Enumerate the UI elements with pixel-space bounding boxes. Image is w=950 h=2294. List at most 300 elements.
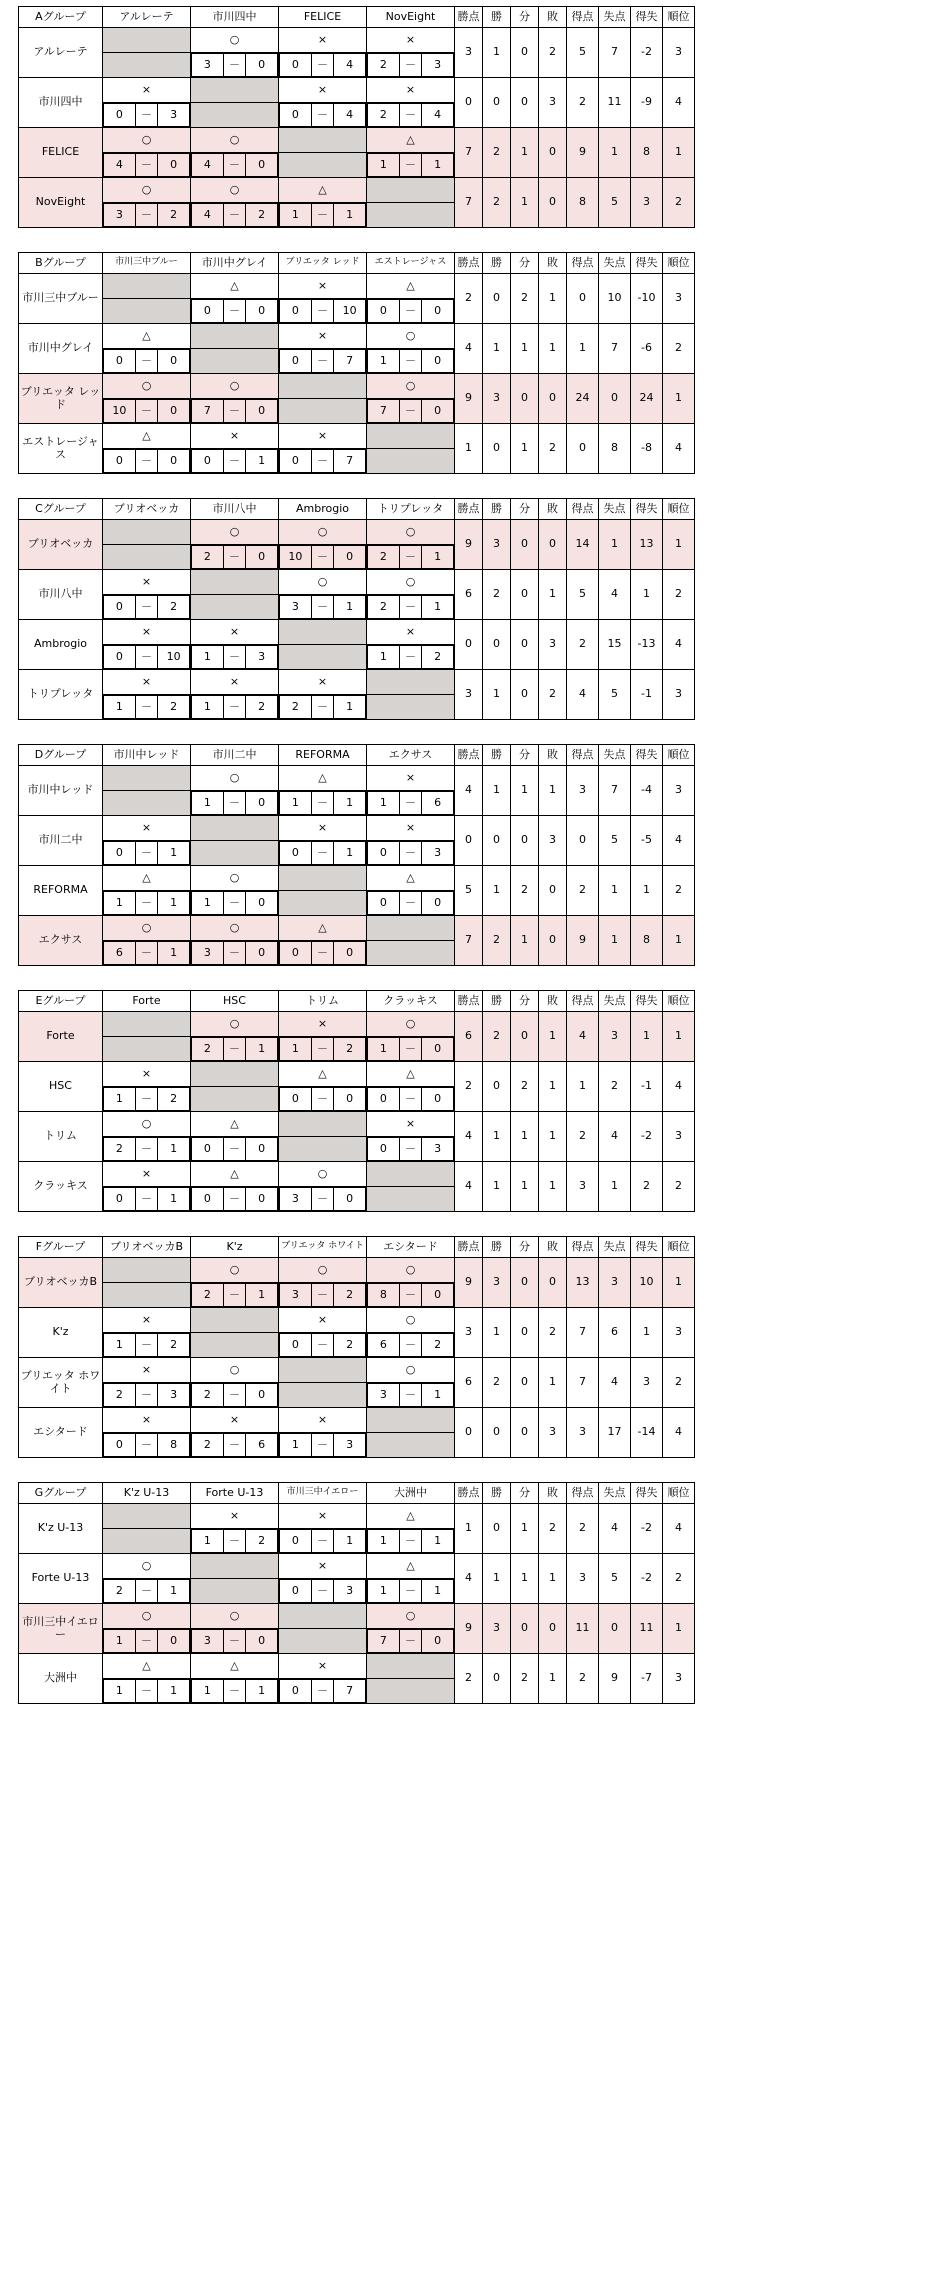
stat-value: 0 — [599, 374, 631, 424]
score-for: 1 — [192, 892, 224, 915]
match-result: ○ — [367, 520, 455, 545]
stat-value: 1 — [483, 766, 511, 816]
column-header-stat: 分 — [511, 499, 539, 520]
score-for: 2 — [368, 104, 400, 127]
stat-value: 7 — [599, 324, 631, 374]
match-result: × — [279, 1408, 367, 1433]
match-score — [103, 645, 191, 670]
stat-value: 2 — [663, 324, 695, 374]
standings-table — [18, 1482, 695, 1704]
score-dash: － — [223, 450, 246, 473]
column-header-team: Forte U-13 — [191, 1483, 279, 1504]
column-header-stat: 勝 — [483, 7, 511, 28]
match-result: △ — [103, 866, 191, 891]
stat-value: 8 — [631, 916, 663, 966]
match-score — [103, 1679, 191, 1704]
match-score — [103, 103, 191, 128]
match-result: ○ — [191, 1012, 279, 1037]
match-score — [367, 841, 455, 866]
score-dash: － — [311, 1284, 334, 1307]
column-header-stat: 敗 — [539, 1237, 567, 1258]
match-score — [367, 349, 455, 374]
stat-value: 1 — [511, 424, 539, 474]
stat-value: 1 — [539, 1554, 567, 1604]
score-for: 1 — [280, 1038, 312, 1061]
group-block — [18, 1482, 950, 1704]
score-against: 6 — [246, 1434, 278, 1457]
score-dash: － — [311, 104, 334, 127]
column-header-stat: 得失 — [631, 253, 663, 274]
match-score — [191, 1283, 279, 1308]
self-cell — [103, 791, 191, 816]
match-result: × — [367, 816, 455, 841]
score-dash: － — [311, 1334, 334, 1357]
match-result: △ — [103, 324, 191, 349]
row-team-name: Forte — [19, 1012, 103, 1062]
stat-value: 1 — [511, 1554, 539, 1604]
group-label: Bグループ — [19, 253, 103, 274]
stat-value: 9 — [567, 128, 599, 178]
score-against: 0 — [422, 400, 454, 423]
match-result: ○ — [191, 1358, 279, 1383]
stat-value: 13 — [631, 520, 663, 570]
score-for: 0 — [368, 1138, 400, 1161]
match-score — [191, 1529, 279, 1554]
stat-value: 2 — [483, 178, 511, 228]
match-score — [103, 695, 191, 720]
match-result: ○ — [367, 324, 455, 349]
score-for: 0 — [192, 1188, 224, 1211]
stat-value: 1 — [539, 1112, 567, 1162]
match-score — [191, 645, 279, 670]
match-result: ○ — [103, 128, 191, 153]
column-header-team: ブリオベッカ — [103, 499, 191, 520]
stat-value: 3 — [539, 620, 567, 670]
score-against: 0 — [246, 400, 278, 423]
score-against: 10 — [158, 646, 190, 669]
score-against: 4 — [422, 104, 454, 127]
column-header-stat: 得失 — [631, 7, 663, 28]
score-dash: － — [311, 1680, 334, 1703]
score-dash: － — [223, 204, 246, 227]
score-against: 2 — [246, 696, 278, 719]
stat-value: -5 — [631, 816, 663, 866]
stat-value: 0 — [483, 620, 511, 670]
stat-value: 14 — [567, 520, 599, 570]
score-for: 0 — [104, 1188, 136, 1211]
match-score — [279, 1087, 367, 1112]
score-for: 1 — [368, 1580, 400, 1603]
score-against: 3 — [422, 54, 454, 77]
match-score — [191, 299, 279, 324]
stat-value: 1 — [663, 1604, 695, 1654]
score-for: 0 — [280, 300, 312, 323]
column-header-stat: 勝点 — [455, 745, 483, 766]
stat-value: 2 — [539, 670, 567, 720]
score-for: 0 — [368, 1088, 400, 1111]
stat-value: 0 — [511, 1258, 539, 1308]
stat-value: 7 — [455, 178, 483, 228]
stat-value: 9 — [599, 1654, 631, 1704]
column-header-team: エシタード — [367, 1237, 455, 1258]
column-header-stat: 分 — [511, 991, 539, 1012]
row-team-name: クラッキス — [19, 1162, 103, 1212]
row-team-name: FELICE — [19, 128, 103, 178]
stat-value: 5 — [567, 570, 599, 620]
match-score — [191, 449, 279, 474]
column-header-stat: 得失 — [631, 1237, 663, 1258]
table-row — [19, 374, 695, 399]
match-result: ○ — [191, 520, 279, 545]
match-score — [279, 53, 367, 78]
stat-value: 1 — [599, 866, 631, 916]
table-row — [19, 670, 695, 695]
score-for: 1 — [104, 1088, 136, 1111]
match-result: × — [103, 1062, 191, 1087]
column-header-team: トリプレッタ — [367, 499, 455, 520]
self-cell — [103, 28, 191, 53]
match-score — [103, 1383, 191, 1408]
self-cell — [367, 1187, 455, 1212]
self-cell — [279, 399, 367, 424]
stat-value: 2 — [455, 1062, 483, 1112]
stat-value: 5 — [599, 1554, 631, 1604]
score-for: 0 — [104, 350, 136, 373]
score-dash: － — [135, 942, 158, 965]
score-dash: － — [399, 842, 422, 865]
match-result: ○ — [103, 178, 191, 203]
score-for: 2 — [368, 54, 400, 77]
score-against: 2 — [246, 1530, 278, 1553]
score-dash: － — [223, 154, 246, 177]
match-result: × — [279, 274, 367, 299]
column-header-stat: 順位 — [663, 991, 695, 1012]
score-for: 1 — [104, 892, 136, 915]
self-cell — [103, 545, 191, 570]
stat-value: 0 — [511, 570, 539, 620]
score-for: 1 — [192, 1680, 224, 1703]
column-header-stat: 勝点 — [455, 7, 483, 28]
self-cell — [103, 1012, 191, 1037]
row-team-name: エシタード — [19, 1408, 103, 1458]
stat-value: 0 — [511, 620, 539, 670]
match-score — [367, 1137, 455, 1162]
score-against: 0 — [246, 892, 278, 915]
match-result: △ — [367, 274, 455, 299]
stat-value: 4 — [567, 1012, 599, 1062]
score-dash: － — [311, 350, 334, 373]
score-for: 4 — [104, 154, 136, 177]
column-header-stat: 失点 — [599, 1237, 631, 1258]
stat-value: 2 — [663, 1162, 695, 1212]
score-against: 1 — [246, 1284, 278, 1307]
match-score — [367, 1629, 455, 1654]
stat-value: 4 — [663, 1504, 695, 1554]
score-for: 1 — [192, 792, 224, 815]
stat-value: 2 — [567, 620, 599, 670]
score-dash: － — [135, 596, 158, 619]
match-score — [279, 1579, 367, 1604]
row-team-name: K'z U-13 — [19, 1504, 103, 1554]
score-dash: － — [399, 154, 422, 177]
score-for: 0 — [192, 450, 224, 473]
column-header-stat: 得失 — [631, 991, 663, 1012]
self-cell — [279, 374, 367, 399]
stat-value: 3 — [567, 1162, 599, 1212]
match-score — [191, 399, 279, 424]
match-score — [279, 1283, 367, 1308]
score-dash: － — [135, 450, 158, 473]
match-score — [367, 891, 455, 916]
score-dash: － — [311, 450, 334, 473]
stat-value: 4 — [455, 1554, 483, 1604]
score-against: 0 — [246, 942, 278, 965]
score-for: 0 — [280, 842, 312, 865]
stat-value: 1 — [539, 570, 567, 620]
score-for: 7 — [368, 1630, 400, 1653]
stat-value: -2 — [631, 1112, 663, 1162]
score-dash: － — [223, 1530, 246, 1553]
match-result: ○ — [367, 374, 455, 399]
stat-value: 1 — [567, 1062, 599, 1112]
table-row — [19, 1258, 695, 1283]
score-against: 1 — [246, 1038, 278, 1061]
score-dash: － — [223, 1384, 246, 1407]
score-against: 2 — [334, 1334, 366, 1357]
stat-value: 5 — [599, 178, 631, 228]
stat-value: 0 — [511, 816, 539, 866]
row-team-name: エストレージャス — [19, 424, 103, 474]
column-header-stat: 分 — [511, 1483, 539, 1504]
match-score — [279, 1529, 367, 1554]
self-cell — [191, 1087, 279, 1112]
table-row — [19, 128, 695, 153]
stat-value: 8 — [631, 128, 663, 178]
score-dash: － — [399, 646, 422, 669]
match-result: ○ — [191, 916, 279, 941]
column-header-stat: 敗 — [539, 745, 567, 766]
self-cell — [367, 424, 455, 449]
table-row — [19, 816, 695, 841]
stat-value: 3 — [539, 78, 567, 128]
score-against: 1 — [334, 1530, 366, 1553]
score-dash: － — [135, 204, 158, 227]
stat-value: 5 — [455, 866, 483, 916]
match-result: △ — [367, 1504, 455, 1529]
stat-value: 2 — [599, 1062, 631, 1112]
stat-value: 1 — [599, 916, 631, 966]
stat-value: 1 — [663, 1012, 695, 1062]
stat-value: 7 — [567, 1358, 599, 1408]
score-against: 0 — [334, 1188, 366, 1211]
stat-value: 7 — [567, 1308, 599, 1358]
match-result: × — [279, 816, 367, 841]
stat-value: 0 — [511, 1012, 539, 1062]
match-result: × — [191, 424, 279, 449]
match-result: ○ — [191, 28, 279, 53]
stat-value: 3 — [483, 1604, 511, 1654]
match-score — [103, 595, 191, 620]
score-for: 2 — [192, 546, 224, 569]
score-for: 0 — [104, 596, 136, 619]
score-dash: － — [135, 1334, 158, 1357]
score-dash: － — [223, 300, 246, 323]
score-for: 0 — [280, 942, 312, 965]
table-row — [19, 520, 695, 545]
column-header-stat: 順位 — [663, 1237, 695, 1258]
match-result: × — [103, 1308, 191, 1333]
match-score — [367, 53, 455, 78]
self-cell — [279, 620, 367, 645]
row-team-name: REFORMA — [19, 866, 103, 916]
stat-value: 1 — [483, 866, 511, 916]
match-score — [367, 595, 455, 620]
score-against: 2 — [246, 204, 278, 227]
match-result: × — [103, 1358, 191, 1383]
stat-value: 1 — [539, 274, 567, 324]
table-header-row — [19, 1483, 695, 1504]
score-against: 1 — [158, 1188, 190, 1211]
table-row — [19, 78, 695, 103]
stat-value: 1 — [567, 324, 599, 374]
score-against: 0 — [422, 892, 454, 915]
self-cell — [191, 841, 279, 866]
match-result: × — [279, 28, 367, 53]
group-label: Aグループ — [19, 7, 103, 28]
score-for: 3 — [368, 1384, 400, 1407]
score-against: 3 — [246, 646, 278, 669]
match-result: × — [279, 1308, 367, 1333]
stat-value: 3 — [663, 28, 695, 78]
score-against: 2 — [158, 1088, 190, 1111]
match-score — [367, 1283, 455, 1308]
stat-value: 1 — [511, 324, 539, 374]
score-against: 1 — [158, 892, 190, 915]
score-against: 0 — [246, 154, 278, 177]
stat-value: 9 — [567, 916, 599, 966]
match-result: △ — [191, 1654, 279, 1679]
stat-value: 1 — [511, 916, 539, 966]
score-for: 0 — [280, 1334, 312, 1357]
match-score — [191, 53, 279, 78]
match-score — [279, 1037, 367, 1062]
score-dash: － — [135, 1434, 158, 1457]
stat-value: 7 — [599, 28, 631, 78]
match-score — [191, 545, 279, 570]
stat-value: 0 — [539, 1258, 567, 1308]
stat-value: 7 — [599, 766, 631, 816]
score-for: 1 — [368, 792, 400, 815]
match-result: ○ — [191, 866, 279, 891]
score-against: 7 — [334, 350, 366, 373]
column-header-stat: 得失 — [631, 1483, 663, 1504]
stat-value: 1 — [663, 128, 695, 178]
score-against: 0 — [158, 400, 190, 423]
column-header-stat: 順位 — [663, 1483, 695, 1504]
stat-value: 1 — [483, 670, 511, 720]
stat-value: 2 — [483, 916, 511, 966]
column-header-stat: 分 — [511, 7, 539, 28]
self-cell — [191, 349, 279, 374]
score-against: 1 — [422, 1530, 454, 1553]
score-against: 1 — [158, 842, 190, 865]
match-result: × — [103, 670, 191, 695]
stat-value: 3 — [455, 670, 483, 720]
column-header-team: ブリエッタ レッド — [279, 253, 367, 274]
column-header-stat: 分 — [511, 745, 539, 766]
stat-value: 3 — [663, 1308, 695, 1358]
row-team-name: エクサス — [19, 916, 103, 966]
stat-value: 0 — [539, 916, 567, 966]
column-header-stat: 得点 — [567, 1483, 599, 1504]
self-cell — [191, 816, 279, 841]
score-dash: － — [399, 1530, 422, 1553]
score-against: 0 — [158, 1630, 190, 1653]
match-result: ○ — [279, 1258, 367, 1283]
self-cell — [279, 1358, 367, 1383]
match-result: × — [279, 1554, 367, 1579]
table-row — [19, 424, 695, 449]
score-against: 1 — [422, 1580, 454, 1603]
score-for: 0 — [104, 450, 136, 473]
stat-value: 1 — [511, 766, 539, 816]
column-header-team: クラッキス — [367, 991, 455, 1012]
column-header-team: エクサス — [367, 745, 455, 766]
match-score — [279, 941, 367, 966]
self-cell — [103, 766, 191, 791]
match-result: × — [367, 1112, 455, 1137]
stat-value: 2 — [567, 1504, 599, 1554]
table-row — [19, 1554, 695, 1579]
column-header-team: 市川八中 — [191, 499, 279, 520]
stat-value: 4 — [663, 78, 695, 128]
self-cell — [367, 178, 455, 203]
stat-value: 0 — [539, 520, 567, 570]
match-score — [367, 1087, 455, 1112]
stat-value: 0 — [511, 520, 539, 570]
column-header-stat: 勝 — [483, 253, 511, 274]
table-row — [19, 274, 695, 299]
match-result: △ — [367, 128, 455, 153]
match-result: × — [103, 620, 191, 645]
stat-value: 0 — [511, 374, 539, 424]
stat-value: 11 — [567, 1604, 599, 1654]
score-for: 2 — [280, 696, 312, 719]
score-against: 3 — [422, 1138, 454, 1161]
self-cell — [191, 570, 279, 595]
stat-value: 1 — [511, 178, 539, 228]
standings-table — [18, 990, 695, 1212]
stat-value: 0 — [511, 1604, 539, 1654]
match-result: × — [279, 670, 367, 695]
stat-value: 1 — [663, 916, 695, 966]
score-for: 3 — [192, 942, 224, 965]
row-team-name: 市川二中 — [19, 816, 103, 866]
stat-value: 0 — [539, 374, 567, 424]
self-cell — [191, 1579, 279, 1604]
row-team-name: K'z — [19, 1308, 103, 1358]
stat-value: 0 — [539, 178, 567, 228]
score-for: 1 — [368, 646, 400, 669]
stat-value: 6 — [455, 1358, 483, 1408]
stat-value: 0 — [483, 816, 511, 866]
score-for: 3 — [192, 54, 224, 77]
stat-value: 3 — [567, 766, 599, 816]
stat-value: -4 — [631, 766, 663, 816]
score-against: 8 — [158, 1434, 190, 1457]
match-score — [191, 891, 279, 916]
stat-value: 4 — [599, 570, 631, 620]
